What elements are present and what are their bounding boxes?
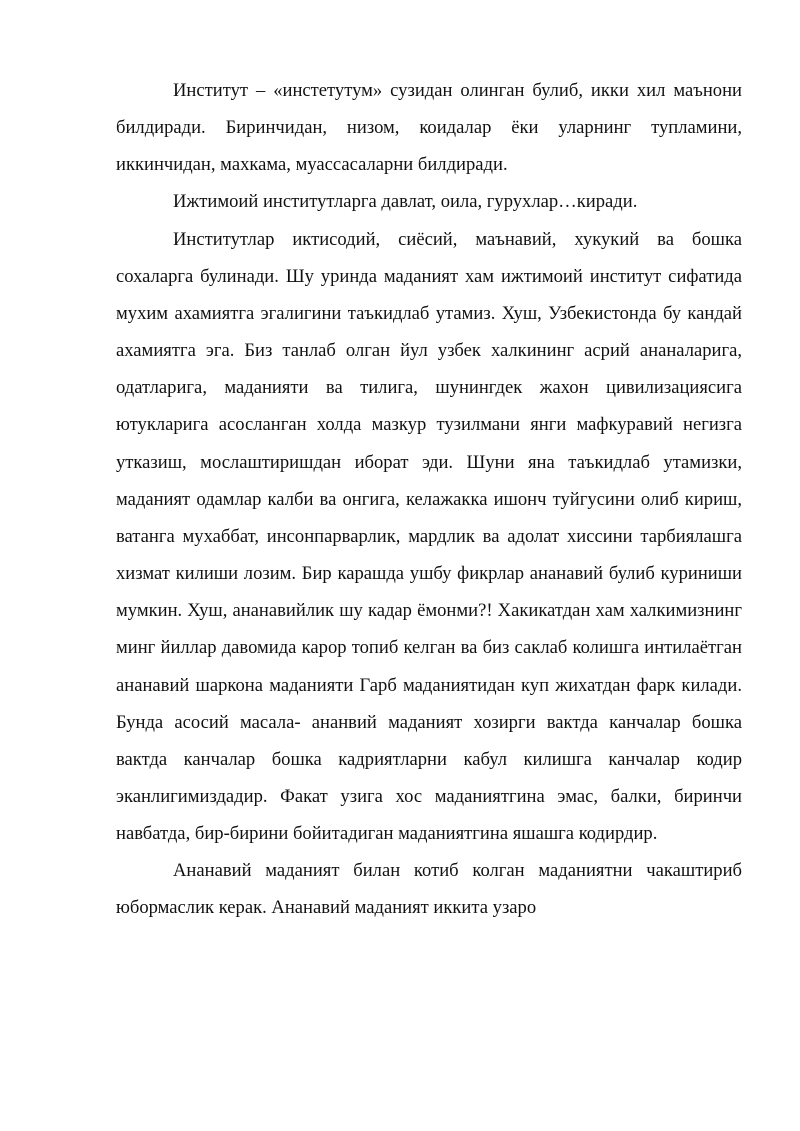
paragraph-3: Институтлар иктисодий, сиёсий, маънавий, хукукий ва бошка сохаларга булинади. Шу уринда маданият хам ижтимоий институт сифатида мухим ахамиятга эгалигини таъкидлаб утамиз. Хуш, Узбекистонда бу кандай ахамиятга эга. Биз танлаб олган йул узбек халкининг асрий ананаларига, одатларига, маданияти ва тилига, шунингдек жахон цивилизациясига ютукларига асосланган холда мазкур тузилмани янги мафкуравий негизга утказиш, мослаштиришдан иборат эди. Шуни яна таъкидлаб утамизки, маданият одамлар калби ва онгига, келажакка ишонч туйгусини олиб кириш, ватанга мухаббат, инсонпарварлик, мардлик ва адолат хиссини тарбиялашга хизмат килиши лозим. Бир карашда ушбу фикрлар ананавий булиб куриниши мумкин. Хуш, ананавийлик шу кадар ёмонми?! Хакикатдан хам халкимизнинг минг йиллар давомида карор топиб келган ва биз саклаб колишга интилаётган ананавий шаркона маданияти Гарб маданиятидан куп жихатдан фарк килади. Бунда асосий масала- ананвий маданият хозирги вактда канчалар бошка вактда канчалар бошка кадриятларни кабул килишга канчалар кодир эканлигимиздадир. Факат узига хос маданиятгина эмас, балки, биринчи навбатда, бир-бирини бойитадиган маданиятгина яшашга кодирдир. (116, 228, 742, 845)
paragraph-4: Ананавий маданият билан котиб колган маданиятни чакаштириб юбормаслик керак. Ананавий маданият иккита узаро (116, 860, 742, 919)
body-text (116, 72, 742, 927)
paragraph-2: Ижтимоий институтларга давлат, оила, гурухлар…киради. (173, 191, 638, 213)
paragraph-1: Институт – «инстетутум» сузидан олинган булиб, икки хил маънони билдиради. Биринчидан, низом, коидалар ёки уларнинг тупламини, иккинчидан, махкама, муассасаларни билдиради. (116, 80, 742, 176)
